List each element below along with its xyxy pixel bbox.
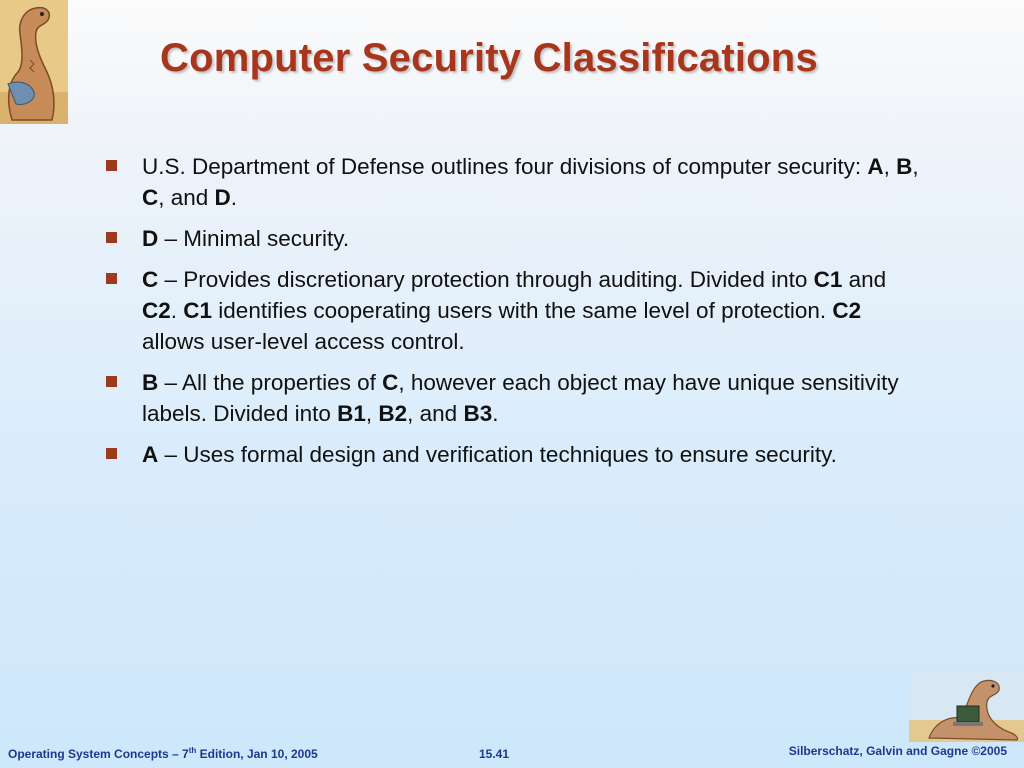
bold-term: B1: [337, 401, 366, 426]
square-bullet-icon: [106, 160, 117, 171]
bullet-item-divisions: [106, 151, 926, 213]
footer-book-title-prefix: Operating System Concepts – 7: [8, 747, 189, 761]
bullet-item-division-c: [106, 264, 926, 357]
bold-term: D: [214, 185, 231, 210]
dinosaur-laptop-mascot-icon: [909, 672, 1024, 742]
bullet-text: U.S. Department of Defense outlines four divisions of computer security: A, B, C, and D.: [142, 154, 919, 210]
bold-term: B3: [463, 401, 493, 426]
bullet-text: D – Minimal security.: [142, 226, 350, 251]
bullet-text: B – All the properties of C, however each object may have unique sensitivity labels. Divided into B1, B2, and B3.: [142, 370, 899, 426]
bold-term: C2: [142, 298, 171, 323]
footer-book-title: [8, 746, 318, 761]
bold-term: C: [382, 370, 399, 395]
bold-term: C2: [832, 298, 862, 323]
bold-term: A: [867, 154, 884, 179]
bold-term: C1: [183, 298, 213, 323]
dinosaur-mascot-icon: [0, 0, 68, 124]
bullet-list: [106, 151, 926, 480]
footer-copyright: Silberschatz, Galvin and Gagne ©2005: [788, 744, 1007, 758]
footer-slide-number: 15.41: [479, 747, 510, 761]
bold-term: B: [142, 370, 159, 395]
footer-book-title-suffix: Edition, Jan 10, 2005: [196, 747, 318, 761]
bullet-item-division-b: [106, 367, 926, 429]
square-bullet-icon: [106, 232, 117, 243]
bullet-text: C – Provides discretionary protection through auditing. Divided into C1 and C2. C1 identifies cooperating users with the same level of protection. C2 allows user-level access control.: [142, 267, 887, 354]
bold-term: B: [896, 154, 913, 179]
bullet-item-division-d: [106, 223, 926, 254]
bold-term: C: [142, 267, 159, 292]
bold-term: B2: [378, 401, 408, 426]
bullet-text: A – Uses formal design and verification techniques to ensure security.: [142, 442, 837, 467]
square-bullet-icon: [106, 273, 117, 284]
bold-term: D: [142, 226, 159, 251]
square-bullet-icon: [106, 448, 117, 459]
bold-term: A: [142, 442, 159, 467]
bold-term: C: [142, 185, 159, 210]
footer-superscript: th: [188, 746, 197, 755]
square-bullet-icon: [106, 376, 117, 387]
slide-title: Computer Security Classifications: [160, 36, 818, 80]
bullet-item-division-a: [106, 439, 926, 470]
bold-term: C1: [813, 267, 843, 292]
